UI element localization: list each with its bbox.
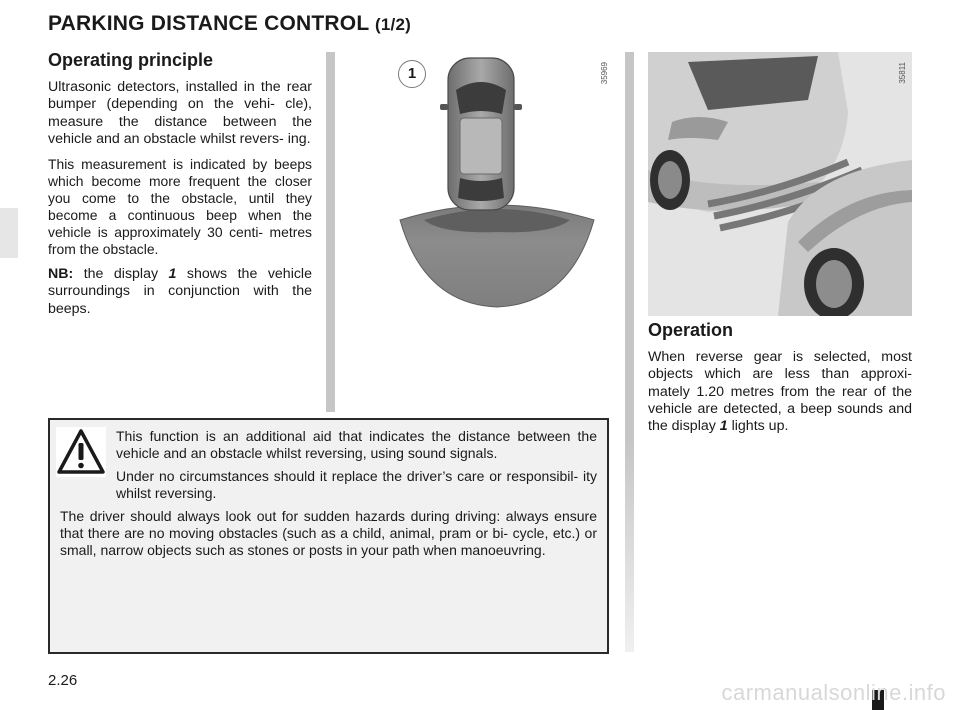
display-callout: 1 xyxy=(398,60,426,88)
column-divider-right xyxy=(625,52,634,652)
figure-ref-right: 35811 xyxy=(898,62,907,84)
chapter-tab xyxy=(0,208,18,258)
page-title: PARKING DISTANCE CONTROL (1/2) xyxy=(48,12,411,35)
figure-ref-left: 35969 xyxy=(600,62,609,85)
warning-para-3: The driver should always look out for sudden hazards during driving: always ensure that there are no moving obstacles (such as a child, animal, pram or bi- cycle, etc.) or small, narrow objects such as stones or posts in your path when manoeuvring. xyxy=(60,508,597,558)
operation-heading: Operation xyxy=(648,320,734,340)
warning-para-1: This function is an additional aid that indicates the distance between the vehicle and an obstacle whilst reversing, using sound signals. xyxy=(116,428,597,461)
display-ref: 1 xyxy=(719,418,728,435)
operating-principle-para-2: This measurement is indicated by beeps which become more frequent the closer you come to the obstacle, until they become a continuous beep when the vehicle is approximately 30 centi- metres from the obstacle. xyxy=(48,156,312,258)
operating-principle-para-1: Ultrasonic detectors, installed in the rear bumper (depending on the vehi- cle), measure the distance between the vehicle and an obstacle whilst revers- ing. xyxy=(48,79,312,147)
operating-principle-section xyxy=(48,50,312,326)
car-top-view-icon xyxy=(440,58,522,210)
car-rear-illustration xyxy=(648,52,912,316)
nb-label: NB: xyxy=(48,266,74,283)
operation-text: When reverse gear is selected, most objects which are less than approxi- mately 1.20 metres from the rear of the vehicle are detected, a beep sounds and the display 1 lights up. xyxy=(648,349,912,435)
operation-section xyxy=(648,320,912,443)
warning-para-2: Under no circumstances should it replace the driver’s care or responsibil- ity whilst reversing. xyxy=(116,468,597,501)
page-number: 2.26 xyxy=(48,672,78,689)
warning-triangle-icon xyxy=(56,427,106,477)
nb-paragraph: NB: the display 1 shows the vehicle surroundings in conjunction with the beeps. xyxy=(48,266,312,317)
watermark: carmanualsonline.info xyxy=(721,680,946,705)
parking-display-diagram xyxy=(372,52,622,314)
warning-box xyxy=(48,418,609,654)
operating-principle-heading: Operating principle xyxy=(48,50,214,70)
column-divider-left xyxy=(326,52,335,412)
display-ref: 1 xyxy=(168,266,177,283)
page-title-suffix: (1/2) xyxy=(375,15,411,34)
rear-sensors-photo xyxy=(648,52,912,316)
